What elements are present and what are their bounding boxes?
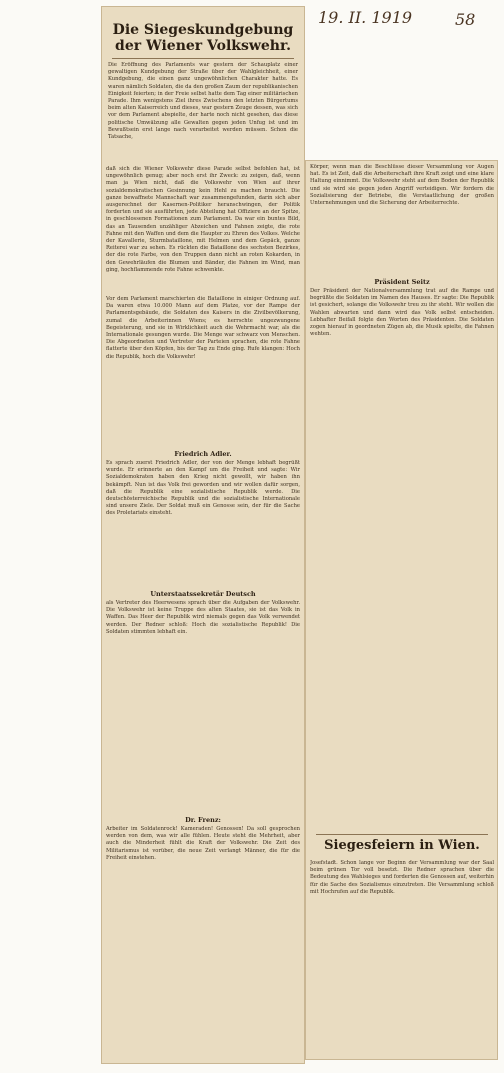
article-headline: Die Siegeskundgebung der Wiener Volkswehr. [112,22,294,54]
left-column-text-5: Arbeiter im Soldatenrock! Kameraden! Genossen! Da soll gesprochen werden von dem, was wir alle fühlen. Heute steht die Mehrheit, aber auch die Minderheit fühlt die Kraft der Volkswehr. Die Zeit des Militarismus ist vorüber, die neue Zeit verlangt Männer, die für die Freiheit einstehen. [106,826,300,861]
right-column-text-3: Josefstadt. Schon lange vor Beginn der Versammlung war der Saal beim grünen Tor voll besetzt. Die Redner sprachen über die Bedeutung des Wahlsieges und forderten die Genossen auf, weiterhin für die Sache des Sozialismus einzutreten. Die Versammlung schloß mit Hochrufen auf die Republik. [310,860,494,895]
subheading-seitz: Präsident Seitz [374,278,430,286]
right-column-text-1: Körper, wenn man die Beschlüsse dieser Versammlung vor Augen hat. Es ist Zeit, daß die Arbeiterschaft ihre Kraft zeigt und eine klare Haltung einnimmt. Die Volkswehr steht auf dem Boden der Republik und sie wird sie gegen jeden Angriff verteidigen. Wir fordern die Sozialisierung der Betriebe, die Verstaatlichung der großen Unternehmungen und die Sicherung der Arbeiterrechte. [310,164,494,207]
subheading-deutsch: Unterstaatssekretär Deutsch [150,590,256,598]
left-column-text-1: daß sich die Wiener Volkswehr diese Parade selbst befohlen hat, ist ungewöhnlich genug; aber noch erst ihr Zweck: zu zeigen, daß, wenn man ja Wien nicht, daß die Volkswehr von Wien auf ihrer sozialdemokratischen Gesinnung kein Hehl zu machen braucht. Die ganze bewaffnete Mannschaft war zusammengefunden, darin sich aber ausgerechnet der Kasernen-Politiker heranschwingen, der Politik forderten und sie ausführten, jede Abteilung hat Offiziere an der Spitze, in geschlossenen Formationen zum Parlament. Da war ein buntes Bild, das an Tausenden unzähliger Abzeichen und Fahnen zeigte, die rote Fahne mit den Waffen und dem die Haupter zu Ehren des Volkes. Welche der Kavallerie, Sturmbataillone, mit Helmen und dem Gepäck, ganze Reiterei war zu sehen. Es rückten die Bataillone des sechsten Bezirkes, der die rote Farbe, von den Truppen dann nicht an roten Kokarden, in den Gewehrläufen die Blumen und Bänder, die Fahnen im Wind, man ging, hochflammende rote Fahne schwenkte. [106,166,300,273]
headline-rule [112,58,294,59]
intro-paragraph: Die Eröffnung des Parlaments war gestern der Schauplatz einer gewaltigen Kundgebung der Straße über der Wahlgleichheit, einer Kundgebung, die einen ganz ungewöhnlichen Charakter hatte. Es waren nämlich Soldaten, die da den großen Zaum der republikanischen Einigkeit feierten; in der Freie selbst hatte dem Tag einer militärischen Parade. Ihm wenigstens Ziel ihres Zwischens den letzten Bürgertums beim alten Kaiserreich und dieses, war gestern Zeuge dessen, was sich vor dem Parlament abspielte, der harte noch nicht gesehen, das diese politische Umwälzung alle Gewalten gegen jeden Unfug ist und im Bewußtsein erst lange nach verarbeitet werden müssen. Schon die Tatsache, [108,62,298,141]
section-rule [316,834,488,835]
section-headline-wien: Siegesfeiern in Wien. [324,838,480,853]
left-column-text-4: als Vertreter des Heerwesens sprach über die Aufgaben der Volkswehr. Die Volkswehr ist keine Truppe des alten Staates, sie ist das Volk in Waffen. Das Heer der Republik wird niemals gegen das Volk verwendet werden. Der Redner schloß: Hoch die sozialistische Republik! Die Soldaten stimmten lebhaft ein. [106,600,300,635]
subheading-adler: Friedrich Adler. [174,450,232,458]
left-column-text-2: Vor dem Parlament marschierten die Bataillone in einiger Ordnung auf. Da waren etwa 10.000 Mann auf dem Platze, vor der Rampe der Parlamentsgebäude, die Soldaten des Kaisers in die Zivilbevölkerung, zumal die Arbeiterinnen Wiens; es herrschte ungezwungene Begeisterung, und sie in Wirklichkeit auch die Wehrmacht war, als die Internationale gesungen wurde. Die Menge war schwarz von Menschen. Die Abgeordneten und Vertreter der Parteien sprachen, die rote Fahne flatterte über den Köpfen, bis der Tag zu Ende ging. Rufe klangen: Hoch die Republik, hoch die Volkswehr! [106,296,300,360]
handwritten-date: 19. II. 1919 [318,8,413,27]
right-column-text-2: Der Präsident der Nationalversammlung trat auf die Rampe und begrüßte die Soldaten im Namen des Hauses. Er sagte: Die Republik ist gesichert, solange die Volkswehr treu zu ihr steht. Wir wollen die Wahlen abwarten und dann wird das Volk selbst entscheiden. Lebhafter Beifall folgte den Worten des Präsidenten. Die Soldaten zogen hierauf in geordneten Zügen ab, die Musik spielte, die Fahnen wehten. [310,288,494,338]
left-column-text-3: Es sprach zuerst Friedrich Adler, der von der Menge lebhaft begrüßt wurde. Er erinnerte an den Kampf um die Freiheit und sagte: Wir Sozialdemokraten haben den Krieg nicht gewollt, wir haben ihn bekämpft. Nun ist das Volk frei geworden und wir wollen dafür sorgen, daß die Republik eine sozialistische Republik werde. Die deutschösterreichische Republik und die sozialistische Internationale sind unsere Ziele. Der Soldat muß ein Genosse sein, der für die Sache des Proletariats einsteht. [106,460,300,517]
handwritten-page-number: 58 [455,10,476,29]
subheading-frenz: Dr. Frenz: [185,816,221,824]
